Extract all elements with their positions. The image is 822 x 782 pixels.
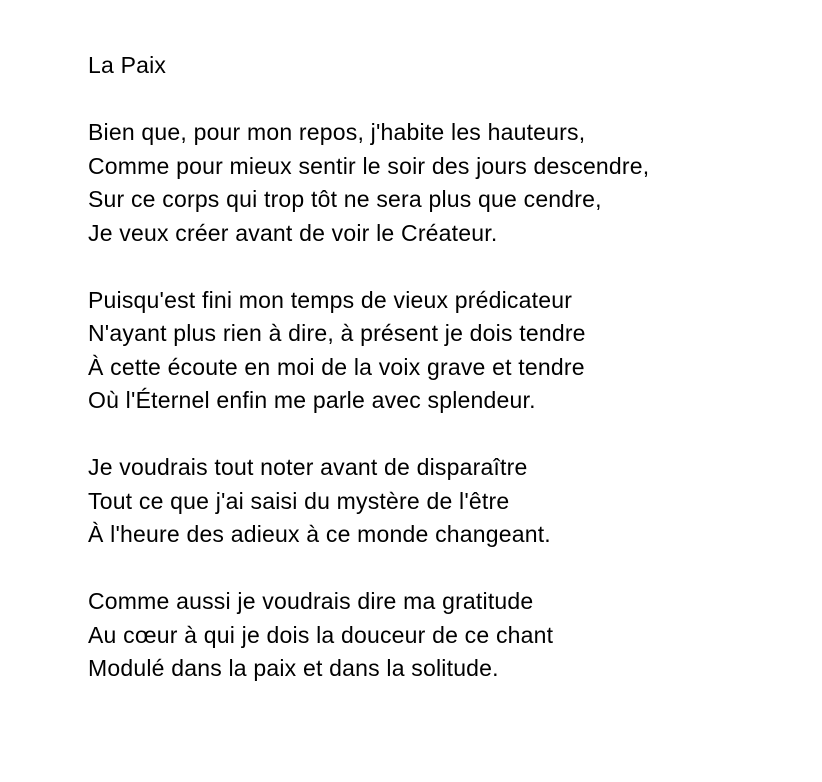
poem-stanza-4 — [88, 585, 782, 686]
poem-line: Puisqu'est fini mon temps de vieux prédicateur — [88, 286, 573, 313]
poem-line: Bien que, pour mon repos, j'habite les hauteurs, — [88, 119, 586, 145]
poem-line: Comme pour mieux sentir le soir des jours descendre, — [88, 152, 650, 179]
poem-line: Sur ce corps qui trop tôt ne sera plus que cendre, — [88, 186, 602, 212]
poem-stanza-2 — [88, 284, 782, 418]
poem-title: La Paix — [88, 52, 167, 78]
poem-line: Comme aussi je voudrais dire ma gratitude — [88, 588, 534, 614]
poem-line: Où l'Éternel enfin me parle avec splendeur. — [88, 387, 536, 413]
poem-line: Au cœur à qui je dois la douceur de ce chant — [88, 621, 554, 648]
poem-line: Tout ce que j'ai saisi du mystère de l'être — [88, 487, 510, 514]
poem-line: N'ayant plus rien à dire, à présent je dois tendre — [88, 320, 586, 346]
poem-line: Modulé dans la paix et dans la solitude. — [88, 655, 499, 681]
poem-stanza-1 — [88, 116, 782, 250]
poem-line: Je veux créer avant de voir le Créateur. — [88, 219, 498, 246]
poem-line: À cette écoute en moi de la voix grave et tendre — [88, 353, 585, 380]
poem-line: Je voudrais tout noter avant de disparaître — [88, 454, 528, 480]
poem-line: À l'heure des adieux à ce monde changeant. — [88, 521, 551, 547]
poem-stanza-3 — [88, 451, 782, 552]
